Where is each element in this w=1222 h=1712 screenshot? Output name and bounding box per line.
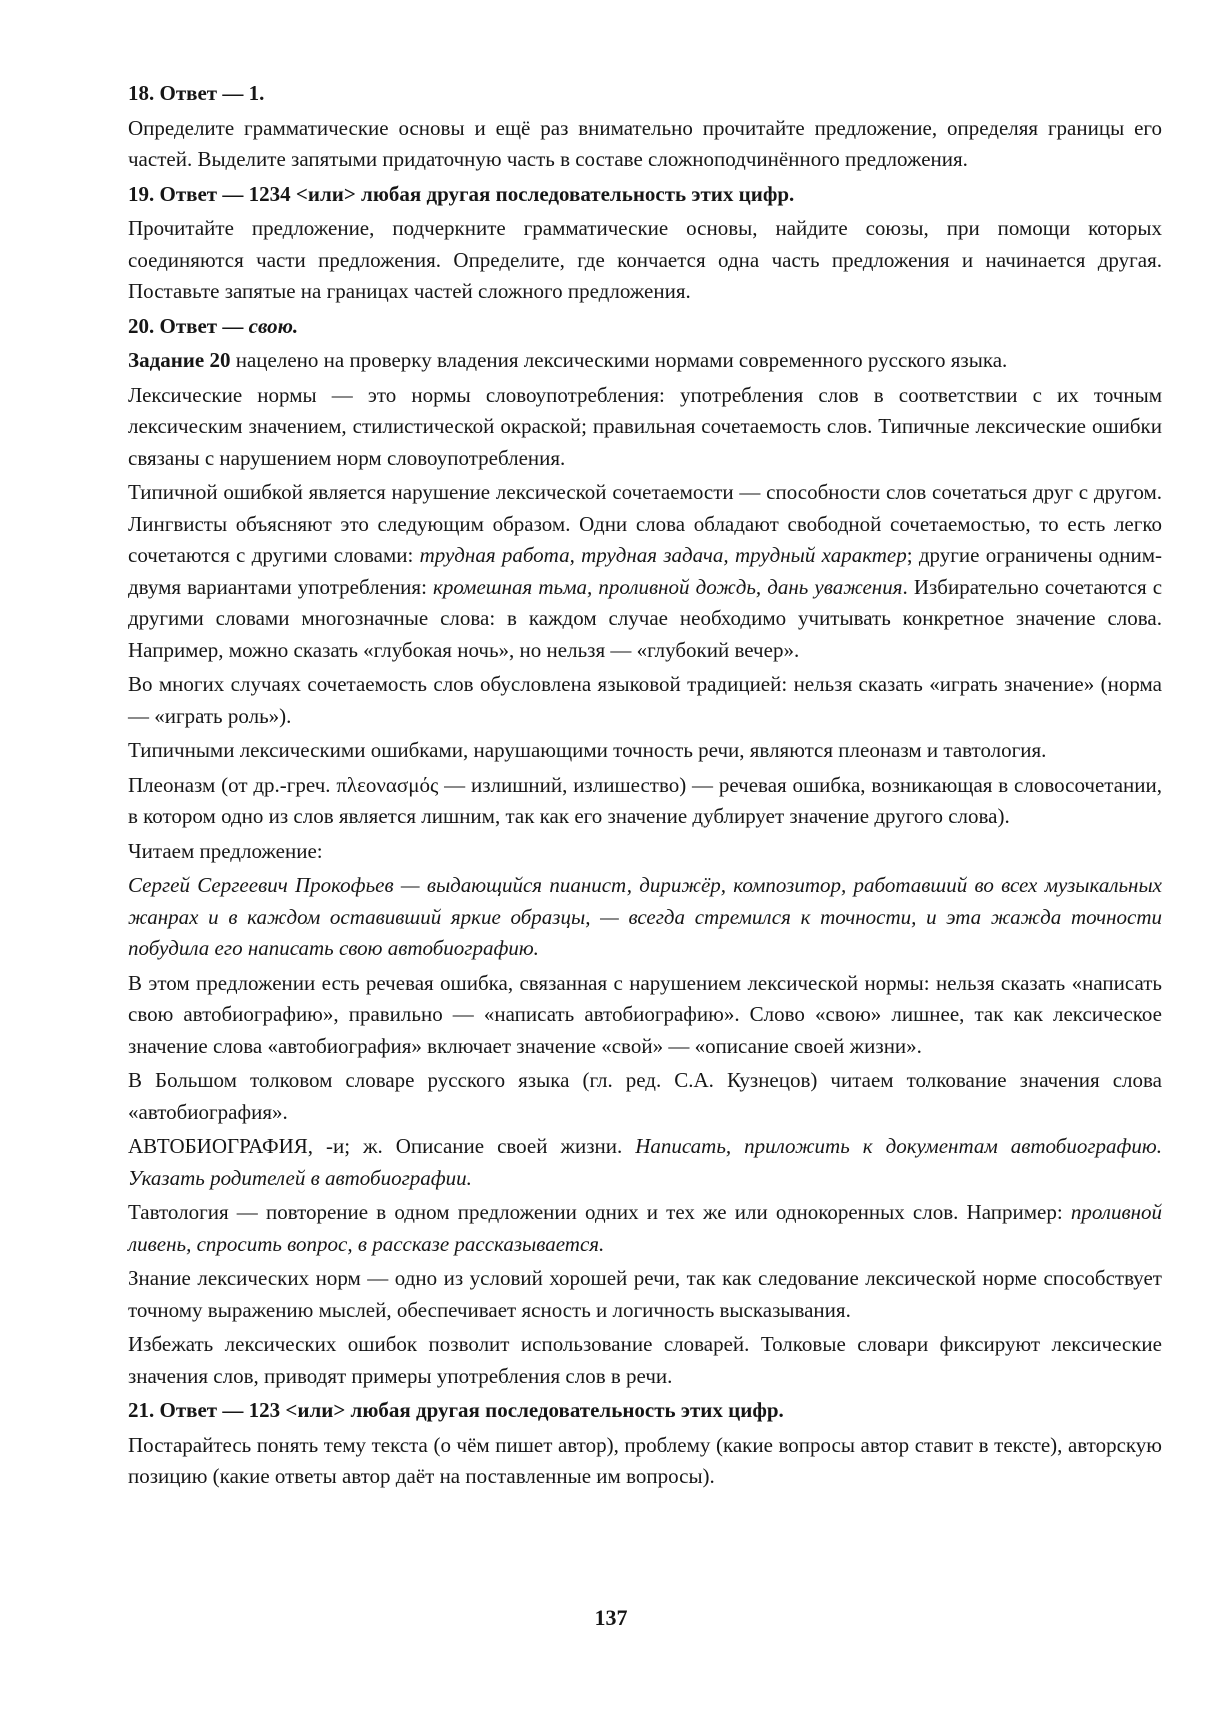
paragraph <box>128 836 1162 868</box>
paragraph <box>128 113 1162 176</box>
paragraph-text: Читаем предложение: <box>128 838 323 863</box>
paragraph <box>128 380 1162 475</box>
example-sentence <box>128 870 1162 965</box>
paragraph <box>128 968 1162 1063</box>
paragraph-text: В этом предложении есть речевая ошибка, связанная с нарушением лексической нормы: нельзя сказать «написать свою автобиографию», правильно — «написать автобиографию». Слово «свою» лишнее, так как лексическое значение слова «автобиография» включает значение «свой» — «описание своей жизни». <box>128 970 1162 1058</box>
paragraph <box>128 1065 1162 1128</box>
answer-heading <box>128 179 1162 211</box>
paragraph <box>128 669 1162 732</box>
paragraph-text: Определите грамматические основы и ещё раз внимательно прочитайте предложение, определяя границы его частей. Выделите запятыми придаточную часть в составе сложноподчинённого предложения. <box>128 115 1162 171</box>
paragraph <box>128 1263 1162 1326</box>
example-text: Сергей Сергеевич Прокофьев — выдающийся пианист, дирижёр, композитор, работавший во всех музыкальных жанрах и в каждом оставивший яркие образцы, — всегда стремился к точности, и эта жажда точности побудила его написать свою автобиографию. <box>128 873 1162 960</box>
example-text: трудная работа, трудная задача, трудный характер <box>419 543 907 567</box>
paragraph-text: Постарайтесь понять тему текста (о чём пишет автор), проблему (какие вопросы автор ставит в тексте), авторскую позицию (какие ответы автор даёт на поставленные им вопросы). <box>128 1432 1162 1488</box>
paragraph-text: АВТОБИОГРАФИЯ, -и; ж. Описание своей жизни. <box>128 1134 636 1158</box>
paragraph-text: ; другие ограничены одним-двумя вариантами употребления: <box>128 543 1162 599</box>
paragraph-text: . Избирательно сочетаются с другими словами многозначные слова: в каждом случае необходимо учитывать конкретное значение слова. Например, можно сказать «глубокая ночь», но нельзя — «глубокий вечер». <box>128 574 1163 662</box>
answer-heading-text: 18. Ответ — 1. <box>128 81 265 105</box>
example-text: проливной ливень, спросить вопрос, в рассказе рассказывается. <box>128 1200 1162 1256</box>
example-text: кромешная тьма, проливной дождь, дань уважения <box>433 574 903 599</box>
paragraph-text: Типичной ошибкой является нарушение лексической сочетаемости — способности слов сочетаться друг с другом. Лингвисты объясняют это следующим образом. Одни слова обладают свободной сочетаемостью, то есть легко сочетаются с другими словами: <box>128 480 1162 567</box>
paragraph <box>128 213 1162 308</box>
paragraph-text: Лексические нормы — это нормы словоупотребления: употребления слов в соответствии с их точным лексическим значением, стилистической окраской; правильная сочетаемость слов. Типичные лексические ошибки связаны с нарушением норм словоупотребления. <box>128 382 1162 470</box>
answer-heading-text: 21. Ответ — 123 <или> любая другая последовательность этих цифр. <box>128 1398 784 1422</box>
paragraph-text: Тавтология — повторение в одном предложении одних и тех же или однокоренных слов. Например: <box>128 1200 1071 1224</box>
paragraph-text: Знание лексических норм — одно из условий хорошей речи, так как следование лексической норме способствует точному выражению мыслей, обеспечивает ясность и логичность высказывания. <box>128 1266 1162 1322</box>
answer-heading-text: 19. Ответ — 1234 <или> любая другая последовательность этих цифр. <box>128 181 795 206</box>
answer-heading <box>128 1395 1162 1427</box>
page-number: 137 <box>594 1605 628 1630</box>
paragraph <box>128 1131 1162 1194</box>
paragraph-text: Во многих случаях сочетаемость слов обусловлена языковой традицией: нельзя сказать «играть значение» (норма — «играть роль»). <box>128 672 1162 728</box>
paragraph <box>128 1197 1162 1260</box>
page-body <box>128 78 1162 1496</box>
answer-heading <box>128 78 1162 110</box>
paragraph <box>128 1430 1162 1493</box>
paragraph-text: Избежать лексических ошибок позволит использование словарей. Толковые словари фиксируют лексические значения слов, приводят примеры употребления слов в речи. <box>128 1332 1162 1388</box>
paragraph-text: нацелено на проверку владения лексическими нормами современного русского языка. <box>230 348 1008 372</box>
paragraph-text: Типичными лексическими ошибками, нарушающими точность речи, являются плеоназм и тавтология. <box>128 738 1047 762</box>
answer-heading <box>128 311 1162 343</box>
paragraph <box>128 477 1162 666</box>
paragraph <box>128 770 1162 833</box>
paragraph-text: Прочитайте предложение, подчеркните грамматические основы, найдите союзы, при помощи которых соединяются части предложения. Определите, где кончается одна часть предложения и начинается другая. Поставьте запятые на границах частей сложного предложения. <box>128 216 1162 303</box>
answer-value: свою. <box>248 313 299 338</box>
paragraph <box>128 735 1162 767</box>
example-text: Написать, приложить к документам автобиографию. Указать родителей в автобиографии. <box>128 1134 1162 1190</box>
paragraph-text: В Большом толковом словаре русского языка (гл. ред. С.А. Кузнецов) читаем толкование значения слова «автобиография». <box>128 1068 1162 1124</box>
paragraph <box>128 1329 1162 1392</box>
answer-heading-text: 20. Ответ — <box>128 313 249 338</box>
paragraph-text: Плеоназм (от др.-греч. πλεονασμός — излишний, излишество) — речевая ошибка, возникающая в словосочетании, в котором одно из слов является лишним, так как его значение дублирует значение другого слова). <box>128 772 1162 828</box>
paragraph-lead: Задание 20 <box>128 348 231 372</box>
paragraph <box>128 345 1162 377</box>
